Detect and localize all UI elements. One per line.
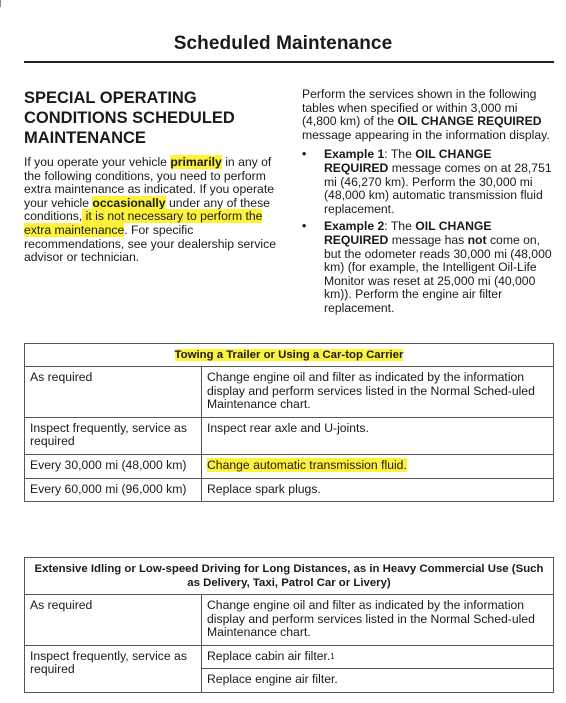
table-row bbox=[25, 595, 554, 646]
section-heading: SPECIAL OPERATING CONDITIONS SCHEDULED MAINTENANCE bbox=[24, 89, 235, 147]
action-cell: Replace spark plugs. bbox=[202, 478, 554, 502]
example-2-oil-change-required: OIL CHANGE REQUIRED bbox=[324, 219, 492, 247]
highlight-occasionally: occasionally bbox=[92, 195, 166, 210]
action-cell bbox=[202, 454, 554, 478]
towing-maintenance-table bbox=[24, 343, 554, 502]
page-title: Scheduled Maintenance bbox=[173, 33, 393, 54]
header-rule bbox=[24, 61, 554, 63]
table-row bbox=[25, 454, 554, 478]
example-1-item bbox=[302, 148, 554, 216]
intro-paragraph bbox=[24, 156, 286, 265]
action-cell bbox=[202, 645, 554, 669]
example-2-label: Example 2 bbox=[324, 219, 385, 234]
bullet-icon: • bbox=[302, 219, 307, 234]
services-intro-text-2: message appearing in the information display. bbox=[302, 127, 550, 142]
action-cell: Replace engine air filter. bbox=[202, 669, 554, 693]
example-2-not: not bbox=[467, 232, 487, 247]
table-row bbox=[25, 478, 554, 502]
left-column bbox=[24, 88, 286, 265]
bullet-icon: • bbox=[302, 147, 307, 162]
towing-table-title bbox=[25, 344, 554, 367]
action-cell: Change engine oil and filter as indicated by the information display and perform services listed in the Normal Sched-uled Maintenance chart. bbox=[202, 367, 554, 418]
intro-text-3: under any of these conditions, bbox=[24, 195, 270, 224]
footnote-marker: 1 bbox=[330, 651, 335, 661]
services-intro-text-1: Perform the services shown in the following tables when specified or within 3,000 mi (4,800 km) of the bbox=[302, 87, 537, 129]
interval-cell: Inspect frequently, service as required bbox=[25, 417, 202, 454]
table-row bbox=[25, 417, 554, 454]
idling-table-title: Extensive Idling or Low-speed Driving for Long Distances, as in Heavy Commercial Use (Such as Delivery, Taxi, Patrol Car or Livery) bbox=[25, 558, 554, 595]
cabin-filter-text: Replace cabin air filter. bbox=[207, 648, 331, 663]
right-column bbox=[302, 88, 554, 320]
intro-text-2: in any of the following conditions, you need to perform extra maintenance as indicated. If you operate your vehicle bbox=[24, 155, 274, 210]
intro-text-4: . For specific recommendations, see your dealership service advisor or technician. bbox=[24, 222, 276, 265]
example-1-label: Example 1 bbox=[324, 147, 385, 162]
interval-cell: As required bbox=[25, 367, 202, 418]
interval-cell: As required bbox=[25, 595, 202, 646]
example-1-text-1: : The bbox=[384, 147, 416, 162]
examples-list bbox=[302, 148, 554, 315]
highlight-primarily: primarily bbox=[170, 155, 222, 169]
crop-mark bbox=[0, 0, 5, 7]
idling-maintenance-table bbox=[24, 557, 554, 693]
interval-cell: Every 30,000 mi (48,000 km) bbox=[25, 454, 202, 478]
action-cell: Inspect rear axle and U-joints. bbox=[202, 417, 554, 454]
oil-change-required-label: OIL CHANGE REQUIRED bbox=[397, 114, 542, 129]
example-1-text-2: message comes on at 28,751 mi (46,270 km). Perform the 30,000 mi (48,000 km) automatic transmission fluid replacement. bbox=[324, 160, 552, 216]
example-2-text-2: message has bbox=[388, 232, 468, 247]
table-header-row bbox=[25, 558, 554, 595]
example-2-text-1: : The bbox=[384, 219, 416, 234]
interval-cell: Every 60,000 mi (96,000 km) bbox=[25, 478, 202, 502]
towing-table-title-text: Towing a Trailer or Using a Car-top Carrier bbox=[174, 349, 404, 361]
highlight-transmission-fluid: Change automatic transmission fluid. bbox=[207, 457, 407, 472]
table-row bbox=[25, 645, 554, 669]
table-row bbox=[25, 367, 554, 418]
table-header-row bbox=[25, 344, 554, 367]
highlight-not-necessary: it is not necessary to perform the extra maintenance bbox=[24, 209, 263, 237]
services-intro bbox=[302, 88, 554, 142]
intro-text-1: If you operate your vehicle bbox=[24, 155, 171, 169]
example-2-item bbox=[302, 220, 554, 315]
action-cell: Change engine oil and filter as indicated by the information display and perform services listed in the Normal Sched-uled Maintenance chart. bbox=[202, 595, 554, 646]
example-2-text-3: come on, but the odometer reads 30,000 mi (48,000 km) (for example, the Intelligent Oil-Life Monitor was reset at 25,000 mi (40,000 km)). Perform the engine air filter replacement. bbox=[324, 232, 552, 315]
example-1-oil-change-required: OIL CHANGE REQUIRED bbox=[324, 147, 492, 175]
interval-cell: Inspect frequently, service as required bbox=[25, 645, 202, 692]
